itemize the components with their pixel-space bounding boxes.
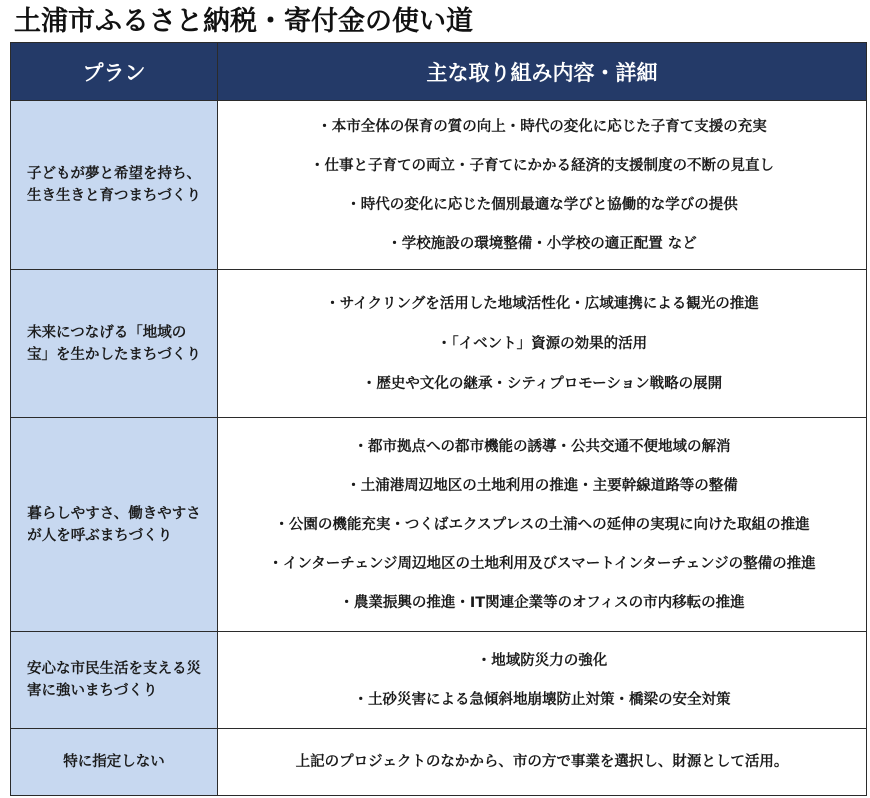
plan-name-line: が人を呼ぶまちづくり (27, 527, 173, 544)
plan-cell (11, 632, 218, 729)
detail-item: ・サイクリングを活用した地域活性化・広域連携による観光の推進 (325, 295, 759, 312)
plan-name-line: 未来につなげる「地域の (27, 324, 187, 341)
detail-cell (218, 418, 867, 632)
plan-name-line: 宝」を生かしたまちづくり (27, 346, 201, 363)
plan-name (27, 658, 201, 702)
detail-item: ・土砂災害による急傾斜地崩壊防止対策・橋梁の安全対策 (353, 691, 731, 708)
detail-item: ・インターチェンジ周辺地区の土地利用及びスマートインターチェンジの整備の推進 (268, 555, 816, 572)
table-row (11, 270, 867, 418)
plan-name (63, 751, 165, 773)
detail-item: ・都市拠点への都市機能の誘導・公共交通不便地域の解消 (353, 438, 731, 455)
plan-cell (11, 729, 218, 796)
table-row (11, 729, 867, 796)
plan-cell (11, 101, 218, 270)
page-title: 土浦市ふるさと納税・寄付金の使い道 (14, 6, 473, 37)
detail-item: ・土浦港周辺地区の土地利用の推進・主要幹線道路等の整備 (346, 477, 738, 494)
detail-cell (218, 270, 867, 418)
table-header-row (11, 43, 867, 101)
plan-name-line: 生き生きと育つまちづくり (27, 188, 201, 204)
detail-cell (218, 101, 867, 270)
detail-item: ・歴史や文化の継承・シティプロモーション戦略の展開 (361, 375, 723, 392)
detail-item: ・「イベント」資源の効果的活用 (436, 335, 648, 352)
plan-name-line: 暮らしやすさ、働きやすさ (27, 505, 201, 522)
table-row (11, 418, 867, 632)
table-row (11, 632, 867, 729)
plan-cell (11, 418, 218, 632)
plan-name (27, 503, 200, 547)
plan-name-line: 安心な市民生活を支える災 (27, 661, 201, 677)
detail-cell (218, 632, 867, 729)
plan-name (27, 322, 201, 366)
plan-cell (11, 270, 218, 418)
detail-item: ・公園の機能充実・つくばエクスプレスの土浦への延伸の実現に向けた取組の推進 (274, 516, 810, 533)
plan-name-line: 特に指定しない (63, 754, 165, 770)
plans-table (10, 42, 867, 796)
table-row (11, 101, 867, 270)
detail-item: 上記のプロジェクトのなかから、市の方で事業を選択し、財源として活用。 (295, 754, 789, 770)
plan-name (27, 163, 201, 207)
detail-item: ・地域防災力の強化 (476, 652, 608, 669)
detail-cell (218, 729, 867, 796)
detail-item: ・農業振興の推進・IT関連企業等のオフィスの市内移転の推進 (339, 594, 745, 611)
detail-item: ・時代の変化に応じた個別最適な学びと協働的な学びの提供 (346, 196, 738, 213)
header-plan: プラン (11, 43, 218, 101)
header-details: 主な取り組み内容・詳細 (218, 43, 867, 101)
detail-item: ・本市全体の保育の質の向上・時代の変化に応じた子育て支援の充実 (317, 118, 767, 135)
detail-item: ・学校施設の環境整備・小学校の適正配置 など (387, 235, 697, 252)
plan-name-line: 子どもが夢と希望を持ち、 (27, 166, 201, 182)
detail-item: ・仕事と子育ての両立・子育てにかかる経済的支援制度の不断の見直し (310, 157, 774, 174)
plan-name-line: 害に強いまちづくり (27, 683, 158, 699)
